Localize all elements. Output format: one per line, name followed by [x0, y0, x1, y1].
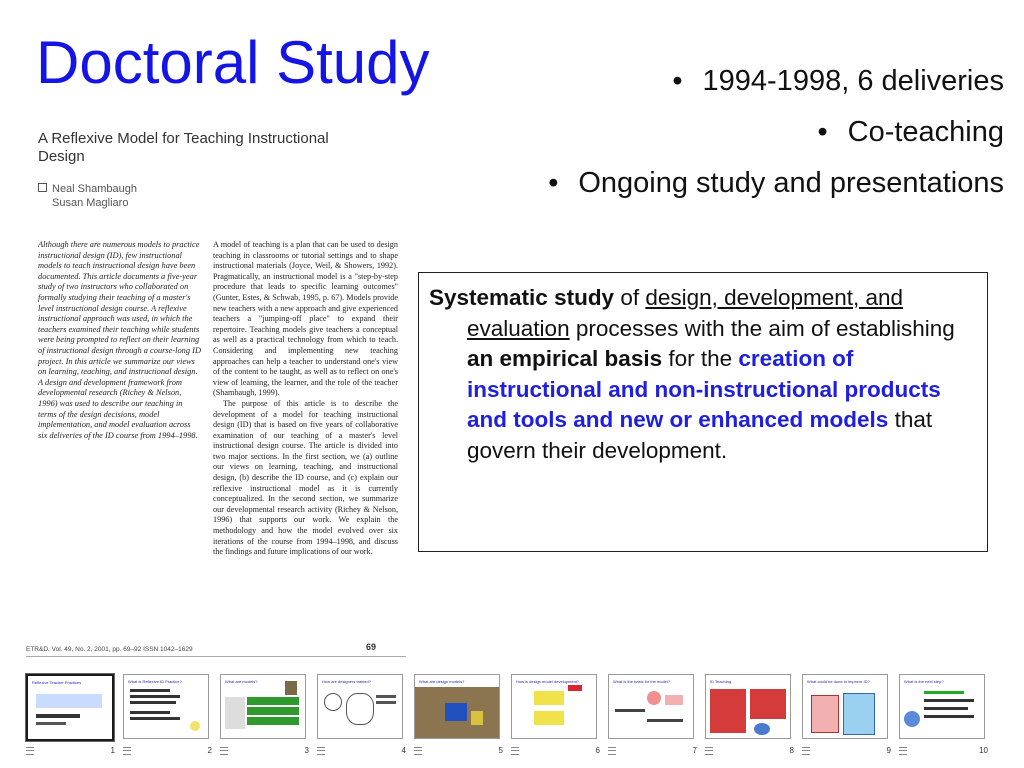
author-2: Susan Magliaro — [52, 197, 129, 209]
thumbnail-title: What are models? — [225, 679, 258, 684]
paper-citation: ETR&D, Vol. 49, No. 2, 2001, pp. 69–92 ISSN 1042–1629 — [26, 646, 193, 653]
notes-icon[interactable] — [802, 747, 810, 755]
slide-thumbnail[interactable] — [414, 674, 500, 739]
notes-icon[interactable] — [608, 747, 616, 755]
paper-page-number: 69 — [366, 642, 377, 652]
slide-number: 10 — [979, 746, 988, 755]
slide-thumbnail[interactable] — [317, 674, 403, 739]
thumbnail-title: How is design model development? — [516, 679, 580, 684]
bullet-text: 1994-1998, 6 deliveries — [702, 65, 1004, 97]
slide-thumbnail[interactable] — [123, 674, 209, 739]
paper-body-paragraph: A model of teaching is a plan that can be used to design teaching in classrooms or tutorial settings and to shape instructional materials (Joyce, Weil, & Showers, 1992). Pragmatically, an instructional model is a "step-by-step procedure that leads to specific learning outcomes" (Gunter, Estes, & Schwab, 1995, p. 67). Models provide new teachers with a new approach and give experienced teachers a "jumping-off place" to expand their repertoire. Teaching models give teachers a conceptual as well as a practical technology from which to teach. Considering and implementing new teaching approaches can help a teacher to understand one's view of the content to be taught, as well as to reflect on one's view of learning, the learner, and the role of the teacher (Shambaugh, 1999). — [213, 240, 398, 398]
notes-icon[interactable] — [123, 747, 131, 755]
paper-image — [20, 118, 412, 658]
definition-text — [429, 283, 971, 466]
bullet-item: • Ongoing study and presentations — [548, 167, 1004, 199]
notes-icon[interactable] — [511, 747, 519, 755]
slide-number: 7 — [692, 746, 697, 755]
paper-body — [213, 240, 398, 558]
notes-icon[interactable] — [899, 747, 907, 755]
definition-box — [418, 272, 988, 552]
definition-fragment: that govern their development. — [467, 407, 933, 463]
thumbnail-title: What is the next step? — [904, 679, 944, 684]
thumbnail-title: What is the basis for the model? — [613, 679, 671, 684]
slide-title: Doctoral Study — [36, 29, 430, 96]
definition-fragment: for the — [662, 346, 739, 371]
definition-phases: design, development, and evaluation — [467, 285, 904, 341]
thumbnail-title: ID Teaching — [710, 679, 732, 684]
slide-number: 1 — [110, 746, 115, 755]
thumbnail-title: How are designers trained? — [322, 679, 371, 684]
paper-body-paragraph: The purpose of this article is to describe the development of a model for teaching instructional design (ID) that is based on five years of collaborative examination of our teaching of a master's level instructional design course. The article is divided into two major sections. In the first section, we (a) outline our views on learning, teaching, and instructional design, (b) describe the ID course, and (c) explain our reflexive instructional model as it is currently conceptualized. In the second section, we summarize our developmental research activity (Richey & Nelson, 1996) that supports our work. We explain the methodology and how the model evolved over six iterations of the course from 1994–1998, and discuss the findings and future implications of our work. — [213, 398, 398, 557]
author-1: Neal Shambaugh — [52, 183, 138, 195]
paper-authors — [38, 182, 137, 210]
slide-number: 3 — [304, 746, 309, 755]
thumbnail-title: What could be done to improve ID? — [807, 679, 870, 684]
slide-thumbnail[interactable] — [511, 674, 597, 739]
slide-number: 6 — [595, 746, 600, 755]
thumbnail-title: Reflexive Teacher Practices — [32, 680, 82, 685]
checkbox-glyph-icon — [38, 183, 47, 192]
definition-term: Systematic study — [429, 285, 615, 310]
slide-thumbnail[interactable] — [26, 674, 114, 741]
bullet-item: • Co-teaching — [817, 116, 1004, 148]
bullet-text: Co-teaching — [847, 116, 1004, 148]
slide-number: 9 — [886, 746, 891, 755]
slide-thumbnail[interactable] — [705, 674, 791, 739]
notes-icon[interactable] — [414, 747, 422, 755]
notes-icon[interactable] — [705, 747, 713, 755]
slide-thumbnail[interactable] — [608, 674, 694, 739]
bullet-item: • 1994-1998, 6 deliveries — [672, 65, 1004, 97]
definition-fragment: processes with the aim of establishing — [569, 315, 955, 341]
definition-creation: creation of instructional and non-instructional products and tools and new or enhanced models — [467, 346, 941, 432]
notes-icon[interactable] — [317, 747, 325, 755]
slide-number: 5 — [498, 746, 503, 755]
definition-empirical-basis: an empirical basis — [467, 346, 663, 371]
footer-rule — [26, 656, 406, 657]
thumbnail-title: What are design models? — [419, 679, 465, 684]
slide-thumbnail[interactable] — [802, 674, 888, 739]
thumbnail-title: What is Reflexive ID Practice? — [128, 679, 182, 684]
slide-number: 2 — [207, 746, 212, 755]
definition-fragment: of — [614, 285, 646, 310]
bullet-list — [548, 56, 1004, 209]
notes-icon[interactable] — [220, 747, 228, 755]
slide-thumbnail-strip — [26, 672, 1002, 762]
paper-title: A Reflexive Model for Teaching Instructional Design — [38, 130, 329, 165]
notes-icon[interactable] — [26, 747, 34, 755]
paper-footer — [26, 642, 406, 653]
bullet-text: Ongoing study and presentations — [578, 167, 1004, 199]
slide-thumbnail[interactable] — [220, 674, 306, 739]
paper-abstract: Although there are numerous models to practice instructional design (ID), few instructional models to teach instructional design have been documented. This article documents a five-year study of two instructors who collaborated on formally studying their teaching of a master's level instructional design course. A reflexive instructional approach was used, in which the teachers examined their teaching while students were being prompted to reflect on their learning of instructional design through a course-long ID project. In this article we summarize our views on learning, teaching, and instructional design. A design and development framework from developmental research (Richey & Nelson, 1996) was used to describe our teaching in terms of the design decisions, model implementation, and model evaluation across six deliveries of the ID course from 1994–1998. — [38, 240, 201, 440]
slide-thumbnail[interactable] — [899, 674, 985, 739]
slide-number: 8 — [789, 746, 794, 755]
slide-number: 4 — [401, 746, 406, 755]
